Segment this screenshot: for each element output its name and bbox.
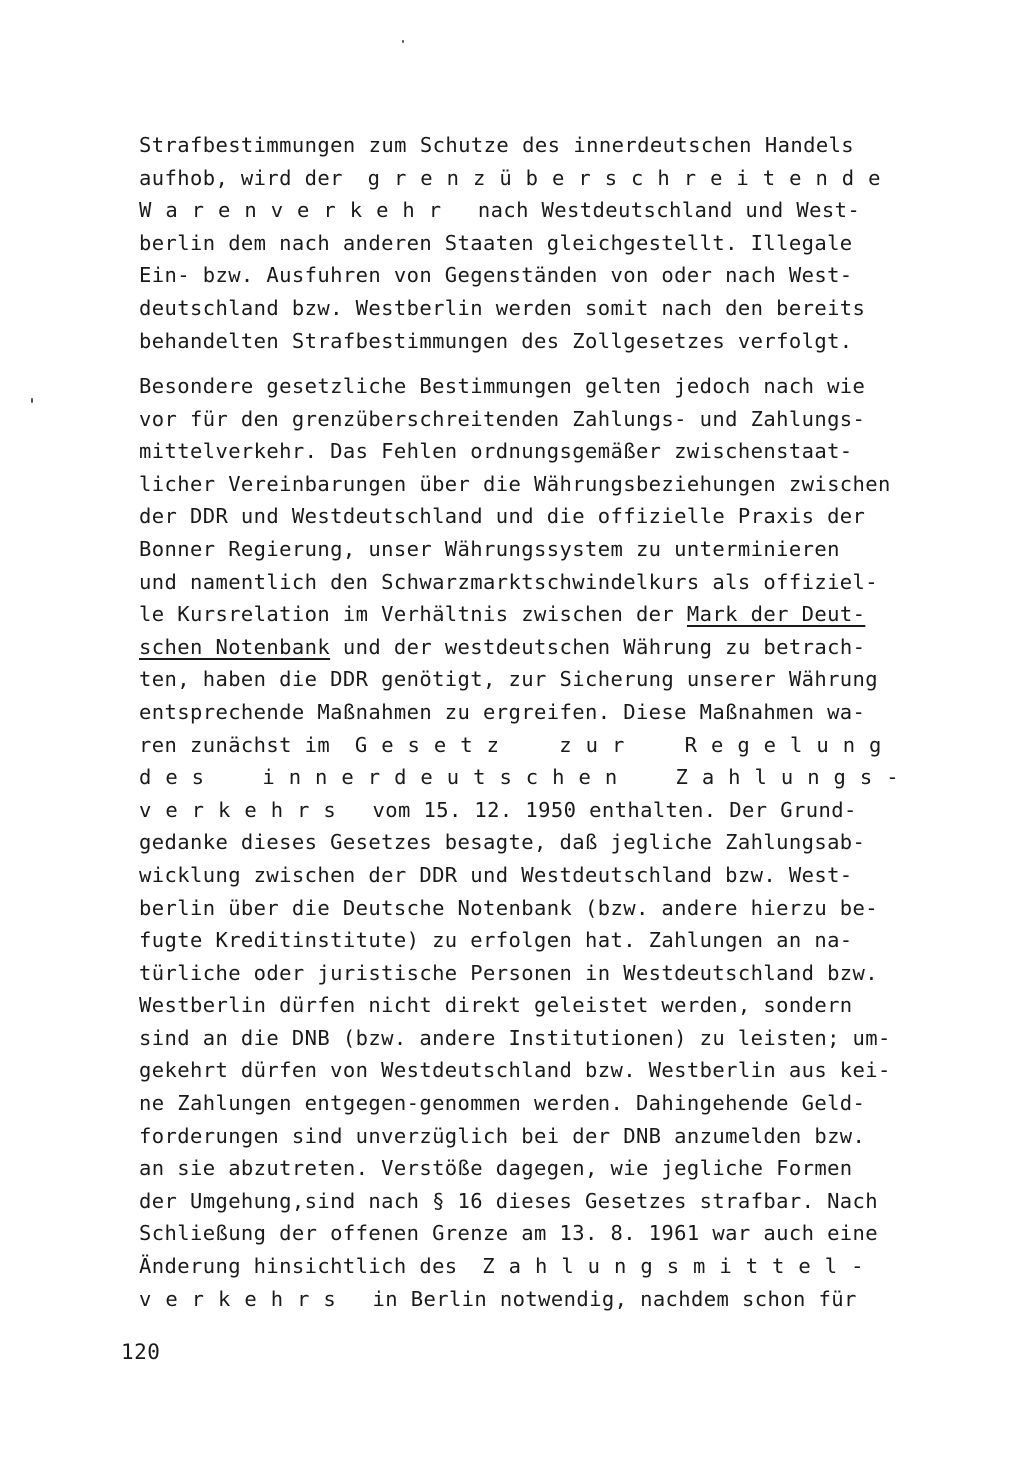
text-line: Schließung der offenen Grenze am 13. 8. 1961 war auch eine xyxy=(139,1221,879,1246)
text-line: mittelverkehr. Das Fehlen ordnungsgemäßer zwischenstaat- xyxy=(139,439,853,464)
text-line: wicklung zwischen der DDR und Westdeutschland bzw. West- xyxy=(139,862,853,887)
spaced-term: des innerdeutschen Zahlungs- xyxy=(139,765,913,790)
text-line: Bonner Regierung, unser Währungssystem zu unterminieren xyxy=(139,536,840,561)
underlined-term: Mark der Deut- xyxy=(686,602,866,627)
spaced-term: Gesetz zur Regelung xyxy=(354,732,896,757)
text-line: fugte Kreditinstitute) zu erfolgen hat. Zahlungen an na- xyxy=(139,928,853,953)
text-line xyxy=(139,761,939,794)
text-line: ne Zahlungen entgegen-genommen werden. Dahingehende Geld- xyxy=(139,1091,866,1116)
spaced-term: Zahlungsmittel- xyxy=(482,1254,878,1279)
scan-speck xyxy=(402,40,404,43)
text-line: entsprechende Maßnahmen zu ergreifen. Diese Maßnahmen wa- xyxy=(139,699,866,724)
text-line: gedanke dieses Gesetzes besagte, daß jegliche Zahlungsab- xyxy=(139,830,866,855)
spaced-term: verkehrs xyxy=(139,797,350,822)
paragraph-1 xyxy=(139,129,939,357)
text-line: an sie abzutreten. Verstöße dagegen, wie jegliche Formen xyxy=(139,1156,853,1181)
text-line: der Umgehung,sind nach § 16 dieses Gesetzes strafbar. Nach xyxy=(139,1188,879,1213)
text-line: verkehrs vom 15. 12. 1950 enthalten. Der Grund- xyxy=(139,797,857,822)
text-line: Westberlin dürfen nicht direkt geleistet werden, sondern xyxy=(139,993,853,1018)
spaced-term: grenzüberschreitende xyxy=(367,165,895,190)
text-line: Besondere gesetzliche Bestimmungen gelten jedoch nach wie xyxy=(139,374,866,398)
scan-speck xyxy=(31,398,33,403)
text-line: Strafbestimmungen zum Schutze des innerdeutschen Handels xyxy=(139,133,855,157)
text-line: berlin über die Deutsche Notenbank (bzw. andere hierzu be- xyxy=(139,895,879,920)
spaced-term: verkehrs xyxy=(139,1286,350,1311)
text-line: deutschland bzw. Westberlin werden somit nach den bereits xyxy=(139,295,866,320)
text-line: forderungen sind unverzüglich bei der DNB anzumelden bzw. xyxy=(139,1123,866,1148)
text-line: Ein- bzw. Ausfuhren von Gegenständen von oder nach West- xyxy=(139,263,853,288)
text-line: gekehrt dürfen von Westdeutschland bzw. Westberlin aus kei- xyxy=(139,1058,891,1083)
text-line: licher Vereinbarungen über die Währungsbeziehungen zwischen xyxy=(139,471,891,496)
text-line: schen Notenbank und der westdeutschen Währung zu betrach- xyxy=(139,634,866,659)
text-line: berlin dem nach anderen Staaten gleichgestellt. Illegale xyxy=(139,230,853,255)
text-line: ren zunächst im Gesetz zur Regelung xyxy=(139,732,896,757)
paragraph-2 xyxy=(139,370,939,1315)
text-line: behandelten Strafbestimmungen des Zollgesetzes verfolgt. xyxy=(139,328,853,353)
text-line: und namentlich den Schwarzmarktschwindelkurs als offiziel- xyxy=(139,569,879,594)
text-line: türliche oder juristische Personen in Westdeutschland bzw. xyxy=(139,960,879,985)
text-line: vor für den grenzüberschreitenden Zahlungs- und Zahlungs- xyxy=(139,406,866,431)
underlined-term: schen Notenbank xyxy=(139,634,331,659)
text-line: ten, haben die DDR genötigt, zur Sicherung unserer Währung xyxy=(139,667,879,692)
page-number: 120 xyxy=(121,1340,161,1364)
text-line: Warenverkehr nach Westdeutschland und West- xyxy=(139,198,861,223)
text-line: sind an die DNB (bzw. andere Institutionen) zu leisten; um- xyxy=(139,1025,891,1050)
text-line: verkehrs in Berlin notwendig, nachdem schon für xyxy=(139,1286,857,1311)
text-line: le Kursrelation im Verhältnis zwischen der Mark der Deut- xyxy=(139,602,866,627)
text-line: Änderung hinsichtlich des Zahlungsmittel- xyxy=(139,1254,878,1279)
spaced-term: Warenverkehr xyxy=(139,198,456,223)
text-line: der DDR und Westdeutschland und die offizielle Praxis der xyxy=(139,504,866,529)
text-line: aufhob, wird der grenzüberschreitende xyxy=(139,165,895,190)
